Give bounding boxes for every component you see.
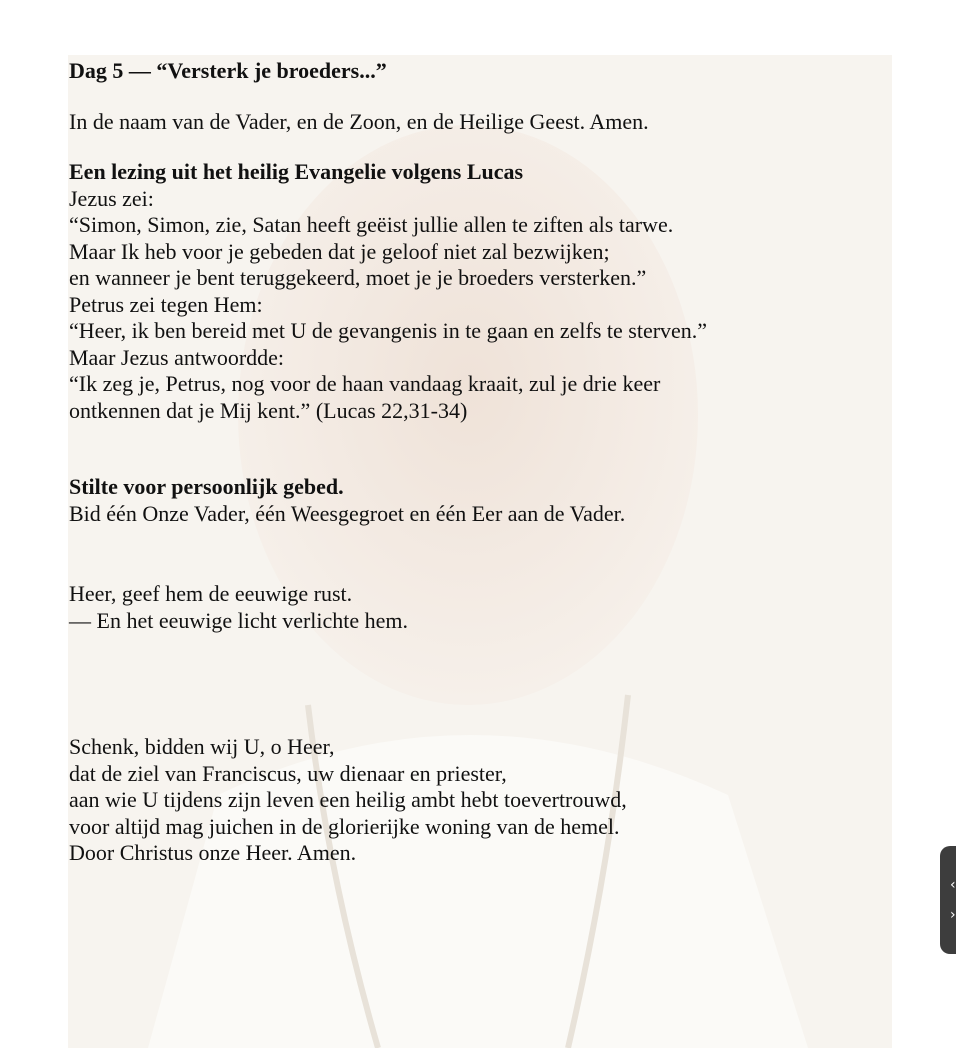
reading-line: Maar Ik heb voor je gebeden dat je geloof niet zal bezwijken;	[69, 238, 610, 264]
prayer-line: dat de ziel van Franciscus, uw dienaar en priester,	[69, 760, 507, 786]
prayer-line: Door Christus onze Heer. Amen.	[69, 840, 357, 865]
reading-line: en wanneer je bent teruggekeerd, moet je je broeders versterken.”	[69, 265, 647, 290]
reading-line: “Heer, ik ben bereid met U de gevangenis in te gaan en zelfs te sterven.”	[69, 318, 708, 343]
chevron-up-icon: ‹	[950, 877, 956, 893]
document-text	[69, 58, 869, 867]
reading-line: Petrus zei tegen Hem:	[69, 291, 263, 317]
prayer-line: aan wie U tijdens zijn leven een heilig ambt hebt toevertrouwd,	[69, 787, 627, 812]
silence-line: Bid één Onze Vader, één Weesgegroet en één Eer aan de Vader.	[69, 500, 626, 526]
reading-line: Jezus zei:	[69, 185, 154, 211]
chevron-down-icon: ›	[950, 907, 956, 923]
rest-line: — En het eeuwige licht verlichte hem.	[69, 607, 409, 633]
reading-line: “Simon, Simon, zie, Satan heeft geëist jullie allen te ziften als tarwe.	[69, 212, 674, 237]
page-title: Dag 5 — “Versterk je broeders...”	[69, 58, 387, 83]
prayer-line: voor altijd mag juichen in de glorierijke woning van de hemel.	[69, 813, 620, 839]
prayer-line: Schenk, bidden wij U, o Heer,	[69, 734, 335, 759]
side-panel-handle[interactable]	[940, 846, 956, 954]
reading-heading: Een lezing uit het heilig Evangelie volgens Lucas	[69, 159, 524, 184]
opening-line: In de naam van de Vader, en de Zoon, en de Heilige Geest. Amen.	[69, 108, 649, 134]
reading-line: ontkennen dat je Mij kent.” (Lucas 22,31-34)	[69, 397, 468, 423]
reading-line: Maar Jezus antwoordde:	[69, 344, 285, 370]
reading-line: “Ik zeg je, Petrus, nog voor de haan vandaag kraait, zul je drie keer	[69, 371, 661, 396]
silence-heading: Stilte voor persoonlijk gebed.	[69, 474, 344, 499]
rest-line: Heer, geef hem de eeuwige rust.	[69, 581, 353, 606]
